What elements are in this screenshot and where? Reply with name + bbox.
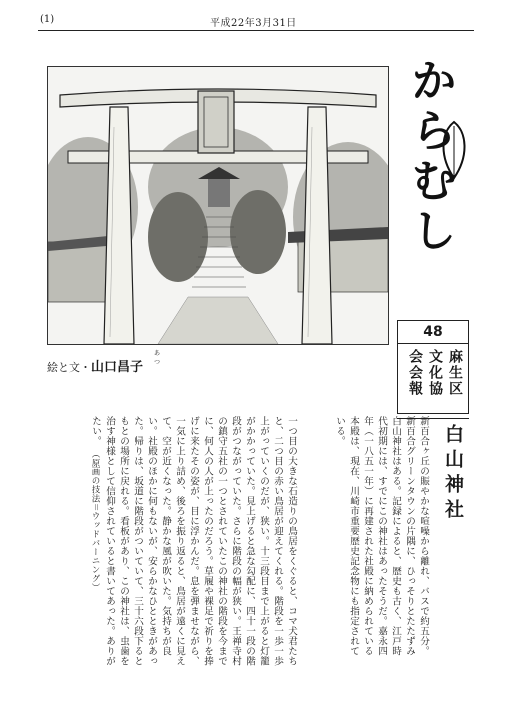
masthead-char: む xyxy=(412,156,456,207)
header-rule xyxy=(38,30,474,31)
article-body-text: 一つ目の大きな石造りの鳥居をくぐると、コマ犬君たちと、二つ目の赤い鳥居が迎えてくれる。階段を一歩一歩上がっていくのだが、狭い。十三段目まで上がると灯籠がかかっていた。見上げると急な勾配に、四十一段の階段がつながっていた。さらに階段の幅が狭い。王禅寺村の鎮守五社の一つとされていたこの神社の階段を今までに、何人の人が上ったのだろう。草履や裸足で祈りを捧げに来たその姿が、目に浮かんだ。息を弾ませながら、一気に上り詰め、後ろを振り返ると、鳥居が遠くに見えて、空が近くなった。静かな風が吹いた。気持ちが良い。社殿のほかに何もないが、安らかなひとときがあった。帰りは、坂道に階段がついていて、三十六段下るともとの場所に戻れる。看板があり、この神社は、虫歯を治す神様として信仰されていると書いてあった。ありがたい。 xyxy=(90,416,297,666)
org-name-line: 文化協 xyxy=(427,349,443,397)
author-credit xyxy=(47,350,161,375)
masthead-char: ら xyxy=(412,106,456,157)
page-number: (1) xyxy=(40,14,55,25)
org-name-line: 麻生区 xyxy=(447,349,463,397)
shrine-illustration xyxy=(47,66,389,345)
masthead-char: か xyxy=(412,56,456,107)
torii-drawing xyxy=(48,67,388,344)
masthead-logo xyxy=(397,56,471,290)
org-name-line: 会会報 xyxy=(407,349,423,397)
credit-label: 絵と文・ xyxy=(47,361,91,374)
issue-date: 平成22年3月31日 xyxy=(210,18,297,29)
article-body-left xyxy=(48,416,298,672)
issue-number: 48 xyxy=(398,321,468,344)
author-ruby: あつ xyxy=(154,350,161,366)
technique-note: （原画の技法＝ウッドバーニング） xyxy=(90,449,100,592)
article-body-right: 新百合ヶ丘の賑やかな喧噪から離れ、バスで約五分。新百合グリーンタウンの片隅に、ひっそりとたたずみ白山神社はある。記録によると、歴史も古く、江戸時代初期には、すでにこの神社はあったそうだ。嘉永四年（一八五一年）に再建された社殿に納められている本殿は、現在、川崎市重要歴史記念物にも指定されている。 xyxy=(334,416,429,656)
author-name: 山口昌子 xyxy=(91,360,144,375)
leaf-icon xyxy=(437,120,471,180)
masthead-char: し xyxy=(412,206,456,257)
issue-box xyxy=(397,320,469,414)
article-title: 白山神社 xyxy=(442,424,464,524)
